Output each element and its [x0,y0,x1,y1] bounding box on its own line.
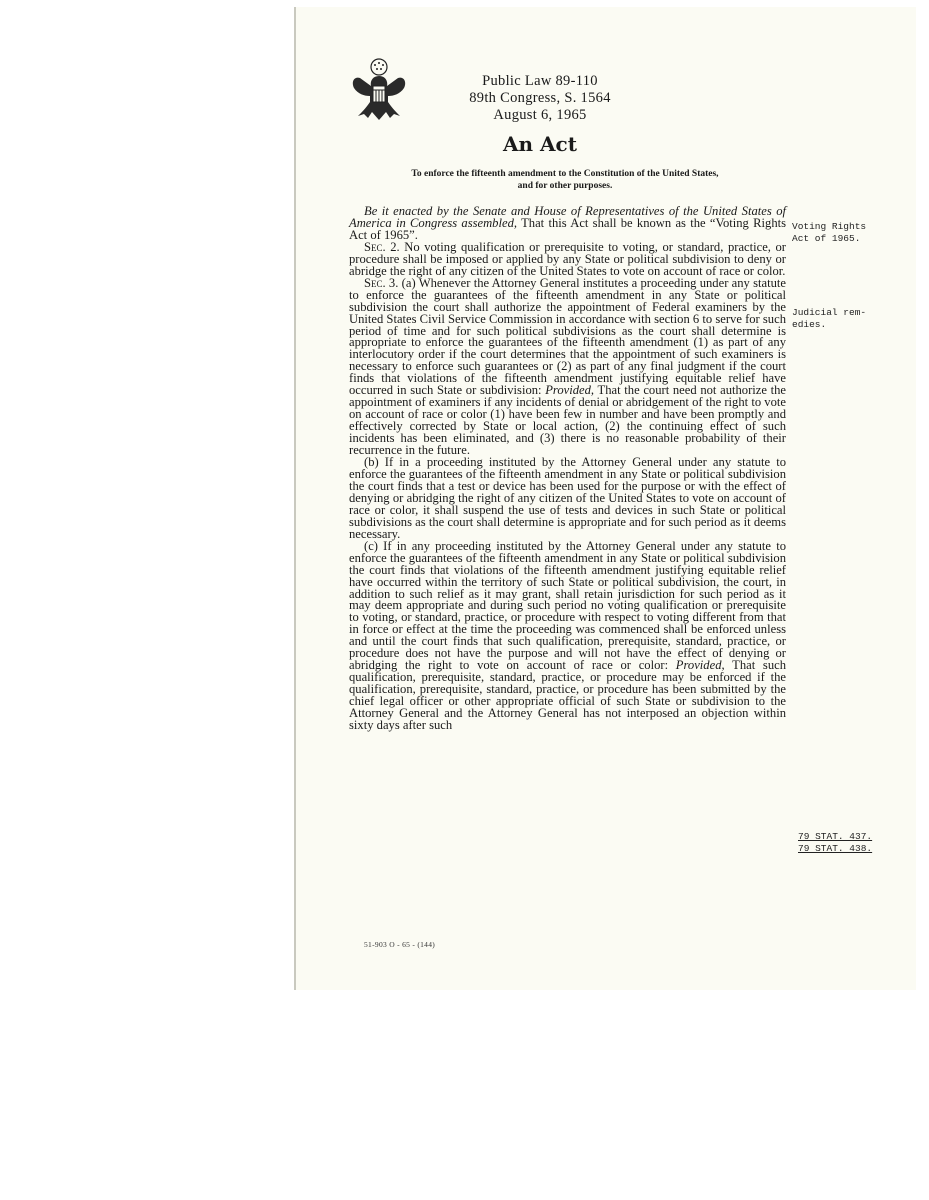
law-number: Public Law 89-110 [482,73,598,89]
law-header [440,73,640,124]
section-3a: Sec. 3. (a) Whenever the Attorney General institutes a proceeding under any statute to enforce the guarantees of the fifteenth amendment in any State or political subdivision the court shall authorize the appointment of Federal examiners by the United States Civil Service Commission in accordance with section 6 to serve for such period of time and for such political subdivisions as the court shall determine is appropriate to enforce the guarantees of the fifteenth amendment (1) as part of any interlocutory order if the court determines that the appointment of such examiners is necessary to enforce such guarantees or (2) as part of any final judgment if the court finds that violations of the fifteenth amendment justifying equitable relief have occurred in such State or subdivision: Provided, That the court need not authorize the appointment of examiners if any incidents of denial or abridgement of the right to vote on account of race or color (1) have been few in number and have been promptly and effectively corrected by State or local action, (2) the continuing effect of such incidents has been eliminated, and (3) there is no reasonable probability of their recurrence in the future. [349,275,787,458]
purpose-statement: To enforce the fifteenth amendment to the Constitution of the United States, and for other purposes. [411,169,719,191]
act-title: An Act [503,132,577,156]
print-code-footer: 51-903 O - 65 - (144) [364,940,436,949]
date-line: August 6, 1965 [493,107,587,123]
margin-note-voting-rights: Voting Rights Act of 1965. [792,221,867,244]
section-3c: (c) If in any proceeding instituted by the Attorney General under any statute to enforce the guarantees of the fifteenth amendment in any State or political subdivision the court finds that violations of the fifteenth amendment justifying equitable relief have occurred within the territory of such State or political subdivision, the court, in addition to such relief as it may grant, shall retain jurisdiction for such period as it may deem appropriate and during such period no voting qualification or prerequisite to voting, or standard, practice, or procedure with respect to voting different from that in force or effect at the time the proceeding was commenced shall be enforced unless and until the court finds that such qualification, prerequisite, standard, practice, or procedure does not have the purpose and will not have the effect of denying or abridging the right to vote on account of race or color: Provided, That such qualification, prerequisite, standard, practice, or procedure may be enforced if the qualification, prerequisite, standard, practice, or procedure has been submitted by the chief legal officer or other appropriate official of such State or subdivision to the Attorney General and the Attorney General has not interposed an objection within sixty days after such [349,538,786,732]
stat-reference-438: 79 STAT. 438. [798,843,873,854]
stat-reference-437: 79 STAT. 437. [798,831,873,842]
great-seal-emblem [348,58,410,122]
margin-note-judicial-remedies: Judicial rem- edies. [792,307,867,330]
section-3b: (b) If in a proceeding instituted by the Attorney General under any statute to enforce the guarantees of the fifteenth amendment in any State or political subdivision the court finds that a test or device has been used for the purpose or with the effect of denying or abridging the right of any citizen of the United States to vote on account of race or color, it shall suspend the use of tests and devices in such State or political subdivisions as the court shall determine is appropriate and for such period as it deems necessary. [349,455,786,541]
act-body [349,206,786,732]
congress-line: 89th Congress, S. 1564 [469,90,611,106]
section-2: Sec. 2. No voting qualification or prerequisite to voting, or standard, practice, or procedure shall be imposed or applied by any State or political subdivision to deny or abridge the right of any citizen of the United States to vote on account of race or color. [349,239,787,278]
enacting-clause: Be it enacted by the Senate and House of Representatives of the United States of America in Congress assembled, That this Act shall be known as the “Voting Rights Act of 1965”. [349,204,787,242]
